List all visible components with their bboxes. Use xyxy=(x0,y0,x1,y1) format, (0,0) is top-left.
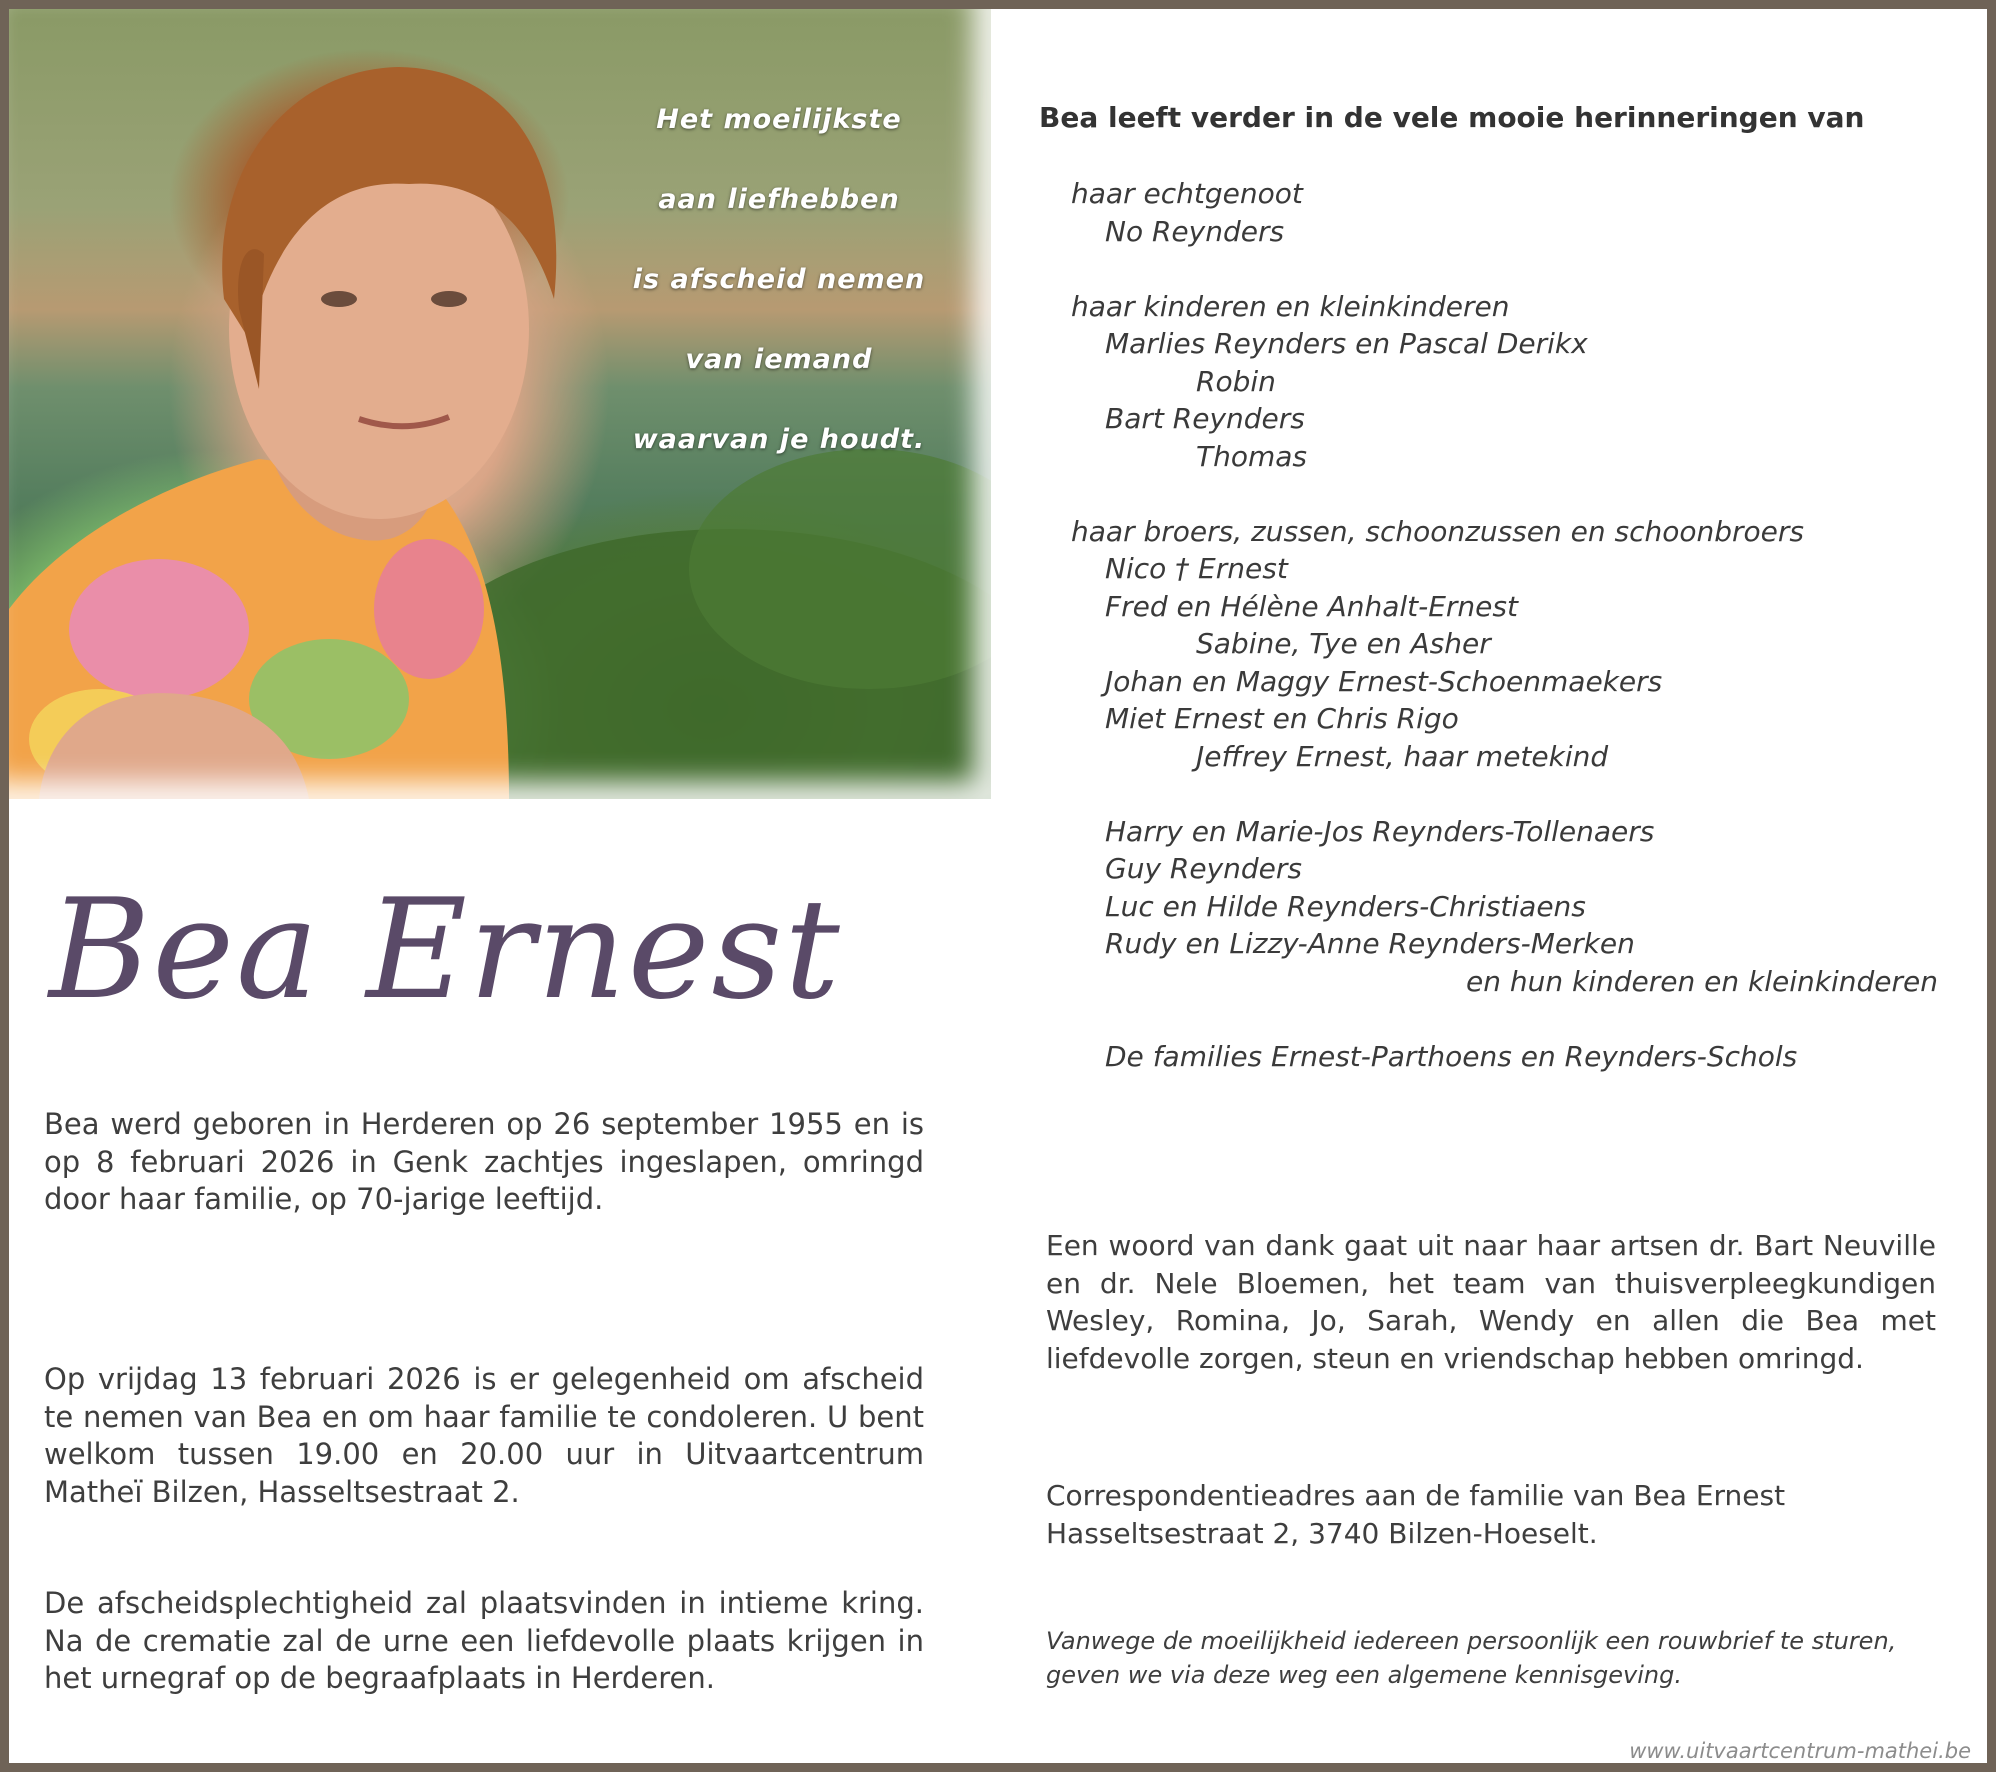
correspondence-address xyxy=(1046,1477,1936,1552)
family-member: Luc en Hilde Reynders-Christiaens xyxy=(1105,889,1586,923)
quote-line: aan liefhebben xyxy=(658,184,900,215)
address-line: Hasseltsestraat 2, 3740 Bilzen-Hoeselt. xyxy=(1046,1516,1598,1550)
family-list xyxy=(1039,175,1939,1075)
family-label: haar broers, zussen, schoonzussen en schoonbroers xyxy=(1071,514,1804,548)
deceased-name: Bea Ernest xyxy=(49,869,842,1030)
family-member: Robin xyxy=(1196,364,1276,398)
family-member: De families Ernest-Parthoens en Reynders-Schols xyxy=(1105,1039,1798,1073)
family-member: Miet Ernest en Chris Rigo xyxy=(1105,702,1459,735)
family-member: Guy Reynders xyxy=(1105,852,1303,885)
family-label: haar echtgenoot xyxy=(1071,177,1303,210)
family-member: Jeffrey Ernest, haar metekind xyxy=(1196,739,1609,773)
condolence-paragraph: Op vrijdag 13 februari 2026 is er gelegenheid om afscheid te nemen van Bea en om haar familie te condoleren. U bent welkom tussen 19.00 en 20.00 uur in Uitvaartcentrum Matheï Bilzen, Hasseltsestraat 2. xyxy=(44,1362,924,1509)
thanks-paragraph: Een woord van dank gaat uit naar haar artsen dr. Bart Neuville en dr. Nele Bloemen, het team van thuisverpleegkundigen Wesley, Romina, Jo, Sarah, Wendy en allen die Bea met liefdevolle zorgen, steun en vriendschap hebben omringd. xyxy=(1046,1229,1936,1375)
family-member: Bart Reynders xyxy=(1105,402,1305,435)
quote-line: van iemand xyxy=(685,344,873,375)
family-member: No Reynders xyxy=(1105,214,1285,248)
birth-death-paragraph: Bea werd geboren in Herderen op 26 september 1955 en is op 8 februari 2026 in Genk zachtjes ingeslapen, omringd door haar familie, op 70-jarige leeftijd. xyxy=(44,1107,924,1216)
family-member: Marlies Reynders en Pascal Derikx xyxy=(1105,327,1588,360)
quote-line: waarvan je houdt. xyxy=(632,424,926,455)
memorial-quote xyxy=(619,97,939,497)
ceremony-paragraph: De afscheidsplechtigheid zal plaatsvinden in intieme kring. Na de crematie zal de urne een liefdevolle plaats krijgen in het urnegraf op de begraafplaats in Herderen. xyxy=(44,1586,924,1695)
family-member: Harry en Marie-Jos Reynders-Tollenaers xyxy=(1105,814,1655,848)
family-member: Fred en Hélène Anhalt-Ernest xyxy=(1105,589,1518,623)
family-member: Rudy en Lizzy-Anne Reynders-Merken xyxy=(1105,927,1635,960)
family-label: haar kinderen en kleinkinderen xyxy=(1071,289,1510,323)
quote-line: Het moeilijkste xyxy=(656,104,902,135)
remembered-by-heading: Bea leeft verder in de vele mooie herinneringen van xyxy=(1039,101,1865,134)
general-notice: Vanwege de moeilijkheid iedereen persoonlijk een rouwbrief te sturen, geven we via deze weg een algemene kennisgeving. xyxy=(1046,1627,1897,1689)
family-member: en hun kinderen en kleinkinderen xyxy=(1466,964,1938,998)
family-member: Thomas xyxy=(1196,439,1308,473)
address-line: Correspondentieadres aan de familie van Bea Ernest xyxy=(1046,1479,1786,1512)
portrait-photo xyxy=(9,9,991,799)
website-link[interactable]: www.uitvaartcentrum-mathei.be xyxy=(1629,1739,1971,1763)
family-member: Johan en Maggy Ernest-Schoenmaekers xyxy=(1105,664,1663,698)
family-member: Sabine, Tye en Asher xyxy=(1196,627,1491,660)
family-member: Nico † Ernest xyxy=(1105,552,1288,585)
quote-line: is afscheid nemen xyxy=(632,264,926,295)
